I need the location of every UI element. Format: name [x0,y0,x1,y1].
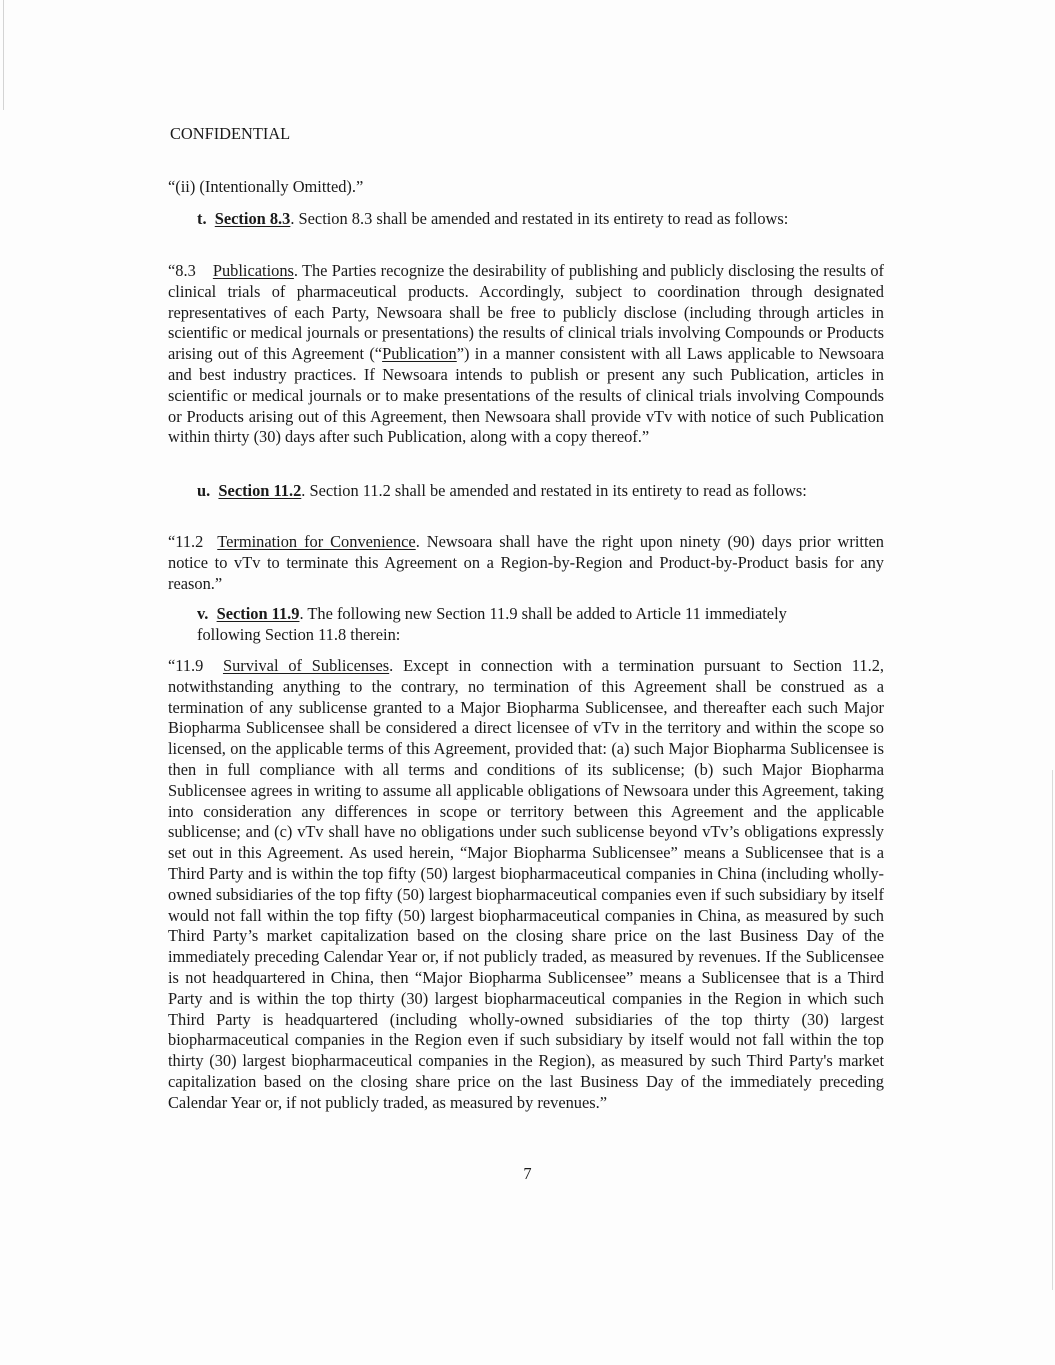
section-11-2-text: . Newsoara shall have the right upon ninety (90) days prior written notice to vTv to terminate this Agreement on a Region-by-Region and Product-by-Product basis for any reason.” [168,532,884,593]
scan-edge-left [3,0,4,110]
scan-edge-right [1052,770,1053,1290]
section-8-3-number: “8.3 [168,261,196,280]
amendment-v-section-ref: Section 11.9 [216,604,300,623]
confidential-header: CONFIDENTIAL [170,124,291,143]
amendment-t [197,209,807,230]
section-8-3-text-1: . The Parties recognize the desirability of publishing and publicly disclosing the results of clinical trials of pharmaceutical products. Accordingly, subject to coordination through designated representatives of each Party, Newsoara shall be free to publicly disclose (including through articles in scientific or medical journals or presentations) the results of clinical trials involving Compounds or Products arising out of this Agreement (“ [168,261,884,364]
amendment-v [197,604,807,646]
section-11-2-title: Termination for Convenience [217,532,416,551]
intentionally-omitted-line: “(ii) (Intentionally Omitted).” [168,177,364,196]
section-8-3-paragraph [168,261,884,448]
amendment-v-text: . The following new Section 11.9 shall be added to Article 11 immediately following Section 11.8 therein: [197,604,787,644]
amendment-t-section-ref: Section 8.3 [214,209,291,228]
page-number: 7 [523,1164,532,1183]
section-11-9-paragraph [168,656,884,1114]
amendment-t-letter: t. [197,209,207,228]
publication-defined-term: Publication [382,344,457,364]
amendment-u-text: . Section 11.2 shall be amended and restated in its entirety to read as follows: [301,481,807,500]
amendment-v-letter: v. [197,604,209,623]
section-11-2-paragraph [168,532,884,594]
section-8-3-title: Publications [212,261,294,280]
section-11-9-number: “11.9 [168,656,204,675]
section-11-9-title: Survival of Sublicenses [222,656,390,675]
amendment-u [197,481,807,502]
amendment-t-text: . Section 8.3 shall be amended and restated in its entirety to read as follows: [290,209,789,228]
section-11-2-number: “11.2 [168,532,204,551]
amendment-u-section-ref: Section 11.2 [218,481,302,500]
amendment-u-letter: u. [197,481,211,500]
section-11-9-text: . Except in connection with a termination pursuant to Section 11.2, notwithstanding anything to the contrary, no termination of this Agreement shall be construed as a termination of any sublicense granted to a Major Biopharma Sublicensee, and thereafter each such Major Biopharma Sublicensee shall be considered a direct licensee of vTv in the territory and within the scope so licensed, on the applicable terms of this Agreement, provided that: (a) such Major Biopharma Sublicensee is then in full compliance with all terms and conditions of its sublicense; (b) such Major Biopharma Sublicensee agrees in writing to assume all applicable obligations of Newsoara under this Agreement, taking into consideration any differences in scope or territory between this Agreement and the applicable sublicense; and (c) vTv shall have no obligations under such sublicense beyond vTv’s obligations expressly set out in this Agreement. As used herein, “Major Biopharma Sublicensee” means a Sublicensee that is a Third Party and is within the top fifty (50) largest biopharmaceutical companies in China (including wholly-owned subsidiaries of the top fifty (50) largest biopharmaceutical companies even if such subsidiary by itself would not fall within the top fifty (50) largest biopharmaceutical companies in China, as measured by such Third Party’s market capitalization based on the closing share price on the last Business Day of the immediately preceding Calendar Year or, if not publicly traded, as measured by revenues. If the Sublicensee is not headquartered in China, then “Major Biopharma Sublicensee” means a Sublicensee that is a Third Party and is within the top thirty (30) largest biopharmaceutical companies in the Region in which such Third Party is headquartered (including wholly-owned subsidiaries of the top thirty (30) largest biopharmaceutical companies in the Region even if such subsidiary by itself would not fall within the top thirty (30) largest biopharmaceutical companies in the Region), as measured by such Third Party's market capitalization based on the closing share price on the last Business Day of the immediately preceding Calendar Year or, if not publicly traded, as measured by revenues.” [168,656,884,1112]
section-8-3-text-2: ”) in a manner consistent with all Laws applicable to Newsoara and best industry practices. If Newsoara intends to publish or present any such Publication, articles in scientific or medical journals or to make presentations of the results of clinical trials involving Compounds or Products arising out of this Agreement, then Newsoara shall provide vTv with notice of such Publication within thirty (30) days after such Publication, along with a copy thereof.” [168,344,884,447]
